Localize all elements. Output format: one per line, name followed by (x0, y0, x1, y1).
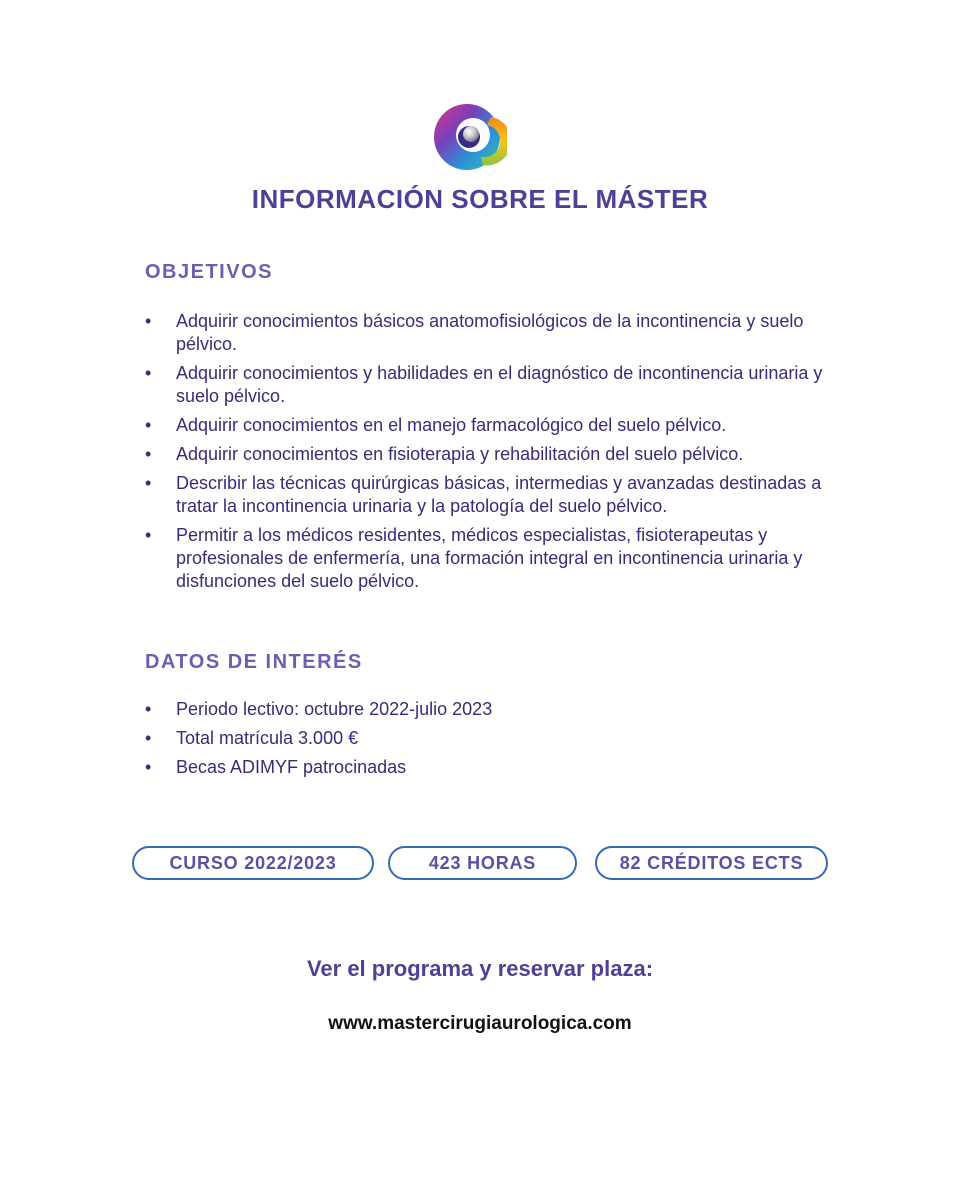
list-item-text: Adquirir conocimientos en fisioterapia y rehabilitación del suelo pélvico. (176, 444, 744, 464)
program-link[interactable]: www.mastercirugiaurologica.com (328, 1013, 632, 1034)
list-item-text: Periodo lectivo: octubre 2022-julio 2023 (176, 699, 493, 719)
list-item-text: Adquirir conocimientos y habilidades en el diagnóstico de incontinencia urinaria y suelo pélvico. (176, 363, 823, 406)
list-item-text: Permitir a los médicos residentes, médicos especialistas, fisioterapeutas y profesionales de enfermería, una formación integral en incontinencia urinaria y disfunciones del suelo pélvico. (176, 525, 803, 591)
list-item: • Total matrícula 3.000 € (145, 728, 359, 748)
badge-creditos: 82 CRÉDITOS ECTS (595, 846, 828, 880)
datos-list (145, 698, 835, 785)
cta-text: Ver el programa y reservar plaza: (306, 956, 654, 981)
objetivos-heading: OBJETIVOS (145, 261, 273, 283)
badge-curso: CURSO 2022/2023 (132, 846, 374, 880)
list-item-text: Adquirir conocimientos básicos anatomofisiológicos de la incontinencia y suelo pélvico. (176, 311, 804, 354)
list-item: • Periodo lectivo: octubre 2022-julio 2023 (145, 699, 493, 719)
list-item: • Describir las técnicas quirúrgicas básicas, intermedias y avanzadas destinadas a tratar la incontinencia urinaria y la patología del suelo pélvico. (145, 473, 822, 516)
list-item: • Adquirir conocimientos en fisioterapia y rehabilitación del suelo pélvico. (145, 444, 744, 464)
list-item-text: Adquirir conocimientos en el manejo farmacológico del suelo pélvico. (176, 415, 727, 435)
badge-horas: 423 HORAS (388, 846, 577, 880)
page-title: INFORMACIÓN SOBRE EL MÁSTER (251, 184, 709, 214)
objetivos-list (145, 310, 835, 599)
list-item-text: Describir las técnicas quirúrgicas básicas, intermedias y avanzadas destinadas a tratar la incontinencia urinaria y la patología del suelo pélvico. (176, 473, 822, 516)
list-item: • Adquirir conocimientos básicos anatomofisiológicos de la incontinencia y suelo pélvico. (145, 311, 804, 354)
list-item: • Adquirir conocimientos en el manejo farmacológico del suelo pélvico. (145, 415, 727, 435)
colorful-c-sphere-logo-icon (431, 99, 507, 175)
list-item-text: Total matrícula 3.000 € (176, 728, 359, 748)
list-item-text: Becas ADIMYF patrocinadas (176, 757, 407, 777)
list-item: • Becas ADIMYF patrocinadas (145, 757, 407, 777)
list-item: • Adquirir conocimientos y habilidades en el diagnóstico de incontinencia urinaria y suelo pélvico. (145, 363, 823, 406)
datos-heading: DATOS DE INTERÉS (145, 651, 363, 673)
list-item: • Permitir a los médicos residentes, médicos especialistas, fisioterapeutas y profesionales de enfermería, una formación integral en incontinencia urinaria y disfunciones del suelo pélvico. (145, 525, 803, 591)
